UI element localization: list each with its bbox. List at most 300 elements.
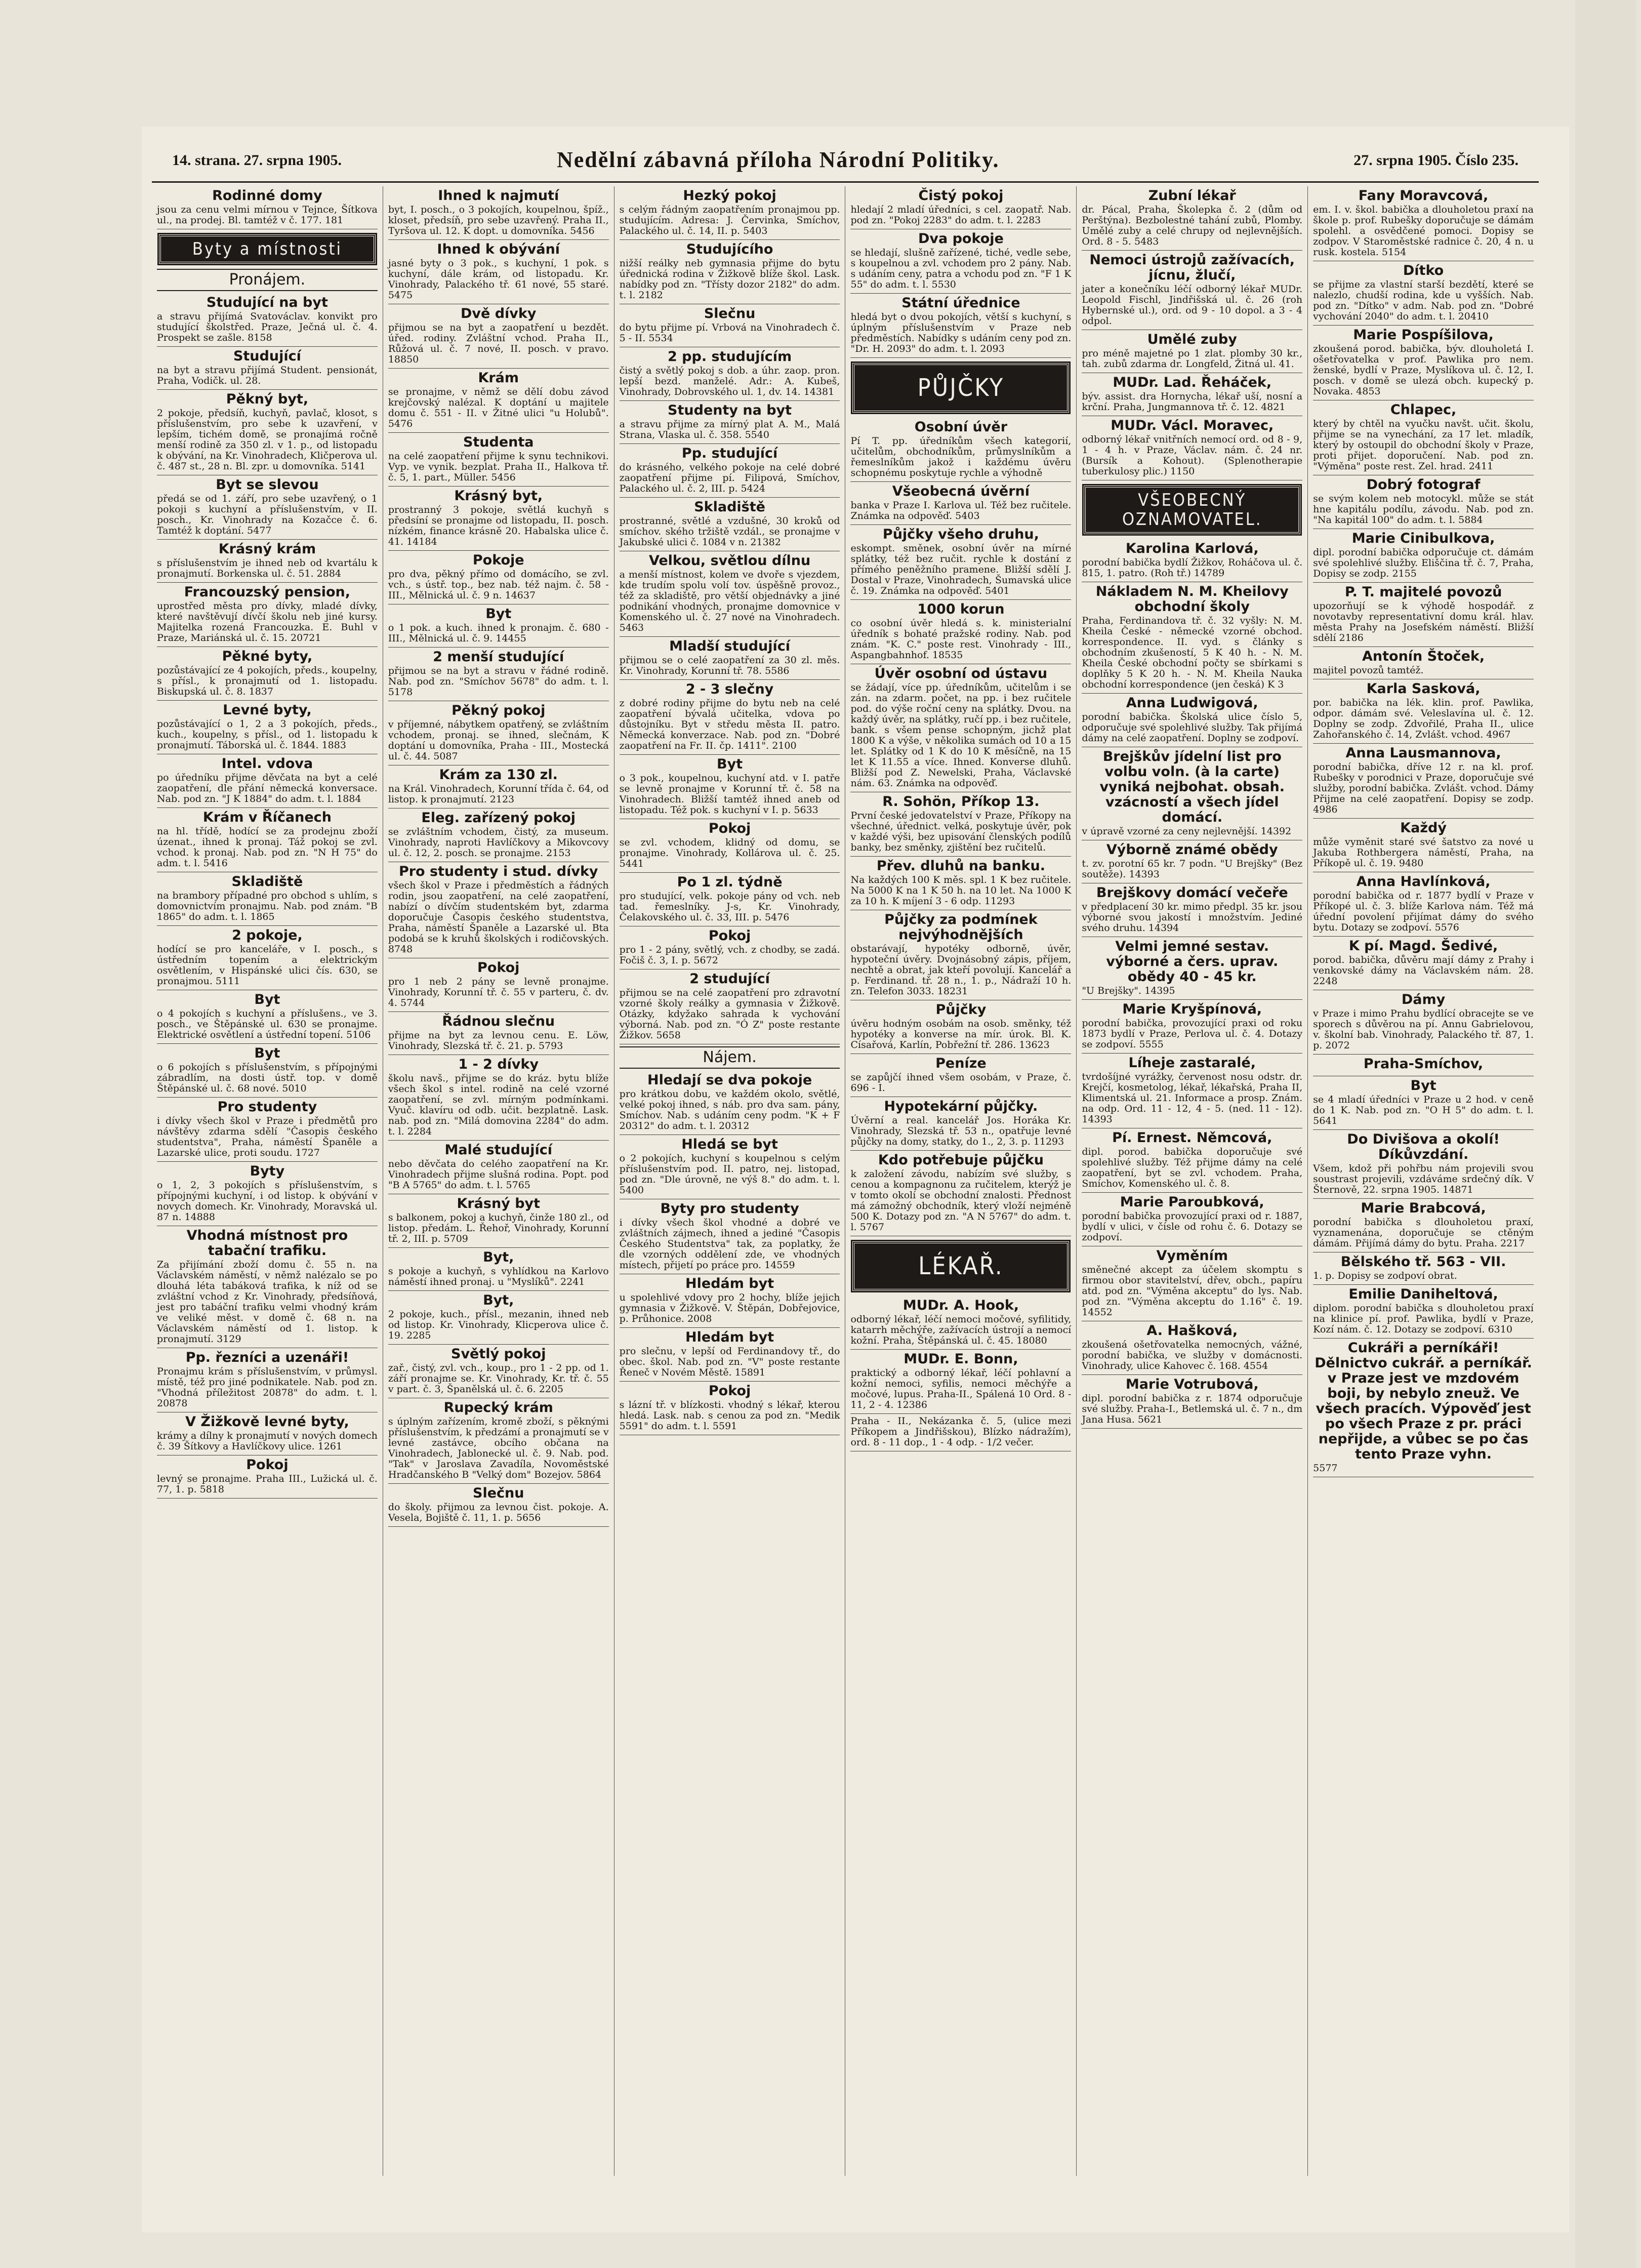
- ad-title: Studenty na byt: [668, 402, 792, 418]
- classified-ad: [157, 1412, 378, 1455]
- classified-ad: [157, 475, 378, 540]
- classified-ad: [1082, 582, 1302, 694]
- ad-title: Marie Cinibulkova,: [1351, 531, 1495, 546]
- ad-title: Vyměním: [1156, 1248, 1228, 1264]
- ad-title: Dámy: [1401, 992, 1446, 1007]
- ad-text: nižší reálky neb gymnasia přijme do bytu úřednická rodina v Žižkově blíže škol. Lask. nabídky pod zn. "Třísty dozor 2182" do adm. t. l. 2182: [619, 258, 840, 301]
- classified-ad: [850, 229, 1071, 294]
- ad-title: R. Sohön, Příkop 13.: [882, 794, 1040, 809]
- ad-text: "U Brejšky". 14395: [1082, 985, 1175, 996]
- classified-ad: [850, 1350, 1071, 1414]
- ad-columns: [152, 186, 1539, 2176]
- ad-title: Pokoj: [246, 1457, 289, 1473]
- ad-title: Pěkný pokoj: [452, 703, 546, 718]
- ad-text: pro 1 - 2 pány, světlý, vch. z chodby, se zadá. Fočiš č. 3, I. p. 5672: [619, 944, 840, 966]
- classified-ad: [1313, 1055, 1534, 1076]
- ad-title: Líheje zastaralé,: [1128, 1055, 1256, 1071]
- ad-title: Výborně známé obědy: [1106, 842, 1278, 858]
- ad-title: Velkou, světlou dílnu: [648, 553, 811, 569]
- ad-text: porodní babička. Školská ulice číslo 5, odporučuje své spolehlivé služby. Tak přijímá dámy na celé zaopatření. Doplny se zodpoví.: [1082, 711, 1303, 744]
- ad-title: Pp. studující: [681, 446, 778, 461]
- ad-text: Praha, Ferdinandova tř. č. 32 vyšly: N. M. Kheila České - německé vzorné obchod. korrespondence. II. vyd. s články s obchodním zkušeností, 5 K 40 h. - N. M. Kheila České obchodní počty se sbírkami s doplňky 5 K 20 h. - N. M. Kheila Nauka obchodní korrespondence (jen česká) K 3: [1082, 615, 1303, 690]
- ad-title: Chlapec,: [1390, 402, 1457, 418]
- classified-ad: [620, 926, 840, 969]
- classified-ad: [1313, 475, 1534, 529]
- classified-ad: [1082, 539, 1302, 582]
- ad-title: Hledá se byt: [681, 1137, 778, 1152]
- ad-title: Čistý pokoj: [918, 188, 1004, 204]
- ad-title: Levné byty,: [223, 702, 312, 718]
- column-2: [383, 186, 614, 2176]
- ad-text: a menší místnost, kolem ve dvoře s vjezdem, kde trudím spolu volí tov. úspěšně provoz., též za skladiště, pro větší objednávky a jiné podnikání vhodných, pronajme domovnice v Komenského ul. č. 27 nové na Vinohradech. 5463: [619, 569, 840, 633]
- classified-ad: [1082, 1128, 1302, 1193]
- ad-text: s balkonem, pokoj a kuchyň, činže 180 zl., od listop. předám. L. Řehoř, Vinohrady, Korunní tř. 2, III. p. 5709: [388, 1212, 609, 1244]
- classified-ad: [620, 1274, 840, 1328]
- ad-text: a stravu přijme za mírný plat A. M., Malá Strana, Vlaska ul. č. 358. 5540: [619, 419, 840, 440]
- ad-text: na Král. Vinohradech, Korunní třída č. 64, od listop. k pronajmutí. 2123: [388, 783, 609, 805]
- ad-title: Rupecký krám: [443, 1400, 553, 1415]
- ad-text: jasné byty o 3 pok., s kuchyní, 1 pok. s kuchyní, dále krám, od listopadu. Kr. Vinohrady, Palackého tř. 61 nové, 55 staré. 5475: [388, 258, 609, 301]
- classified-ad: [157, 808, 378, 872]
- ad-title: 1 - 2 dívky: [458, 1057, 539, 1072]
- ad-text: se zapůjčí ihned všem osobám, v Praze, č. 696 - I.: [850, 1072, 1072, 1094]
- ad-text: Za přijímání zboží domu č. 55 n. na Václavském náměstí, v němž nalézalo se po dlouhá léta tabáková trafika, k níž od se zvláštní vchod z Kr. Vinohrady, předsíňová, jest pro tabáční trafiku velmi vhodný krám ve veliké měst. v domě č. 68 n. na Václavském náměstí od 1. listop. k pronajmutí. 3129: [157, 1259, 378, 1345]
- classified-ad: [620, 347, 840, 401]
- classified-ad: [850, 1054, 1071, 1097]
- ad-title: Všeobecná úvěrní: [892, 483, 1030, 499]
- ad-title: MUDr. E. Bonn,: [904, 1351, 1018, 1367]
- ad-text: porod. babička, důvěru mají dámy z Prahy i venkovské dámy na Václavském nám. 28. 2248: [1313, 954, 1534, 987]
- ad-title: Hledám byt: [685, 1276, 774, 1291]
- classified-ad: [1082, 1000, 1302, 1054]
- classified-ad: [1082, 1193, 1302, 1246]
- ad-title: Krám: [478, 370, 519, 386]
- section-banner: LÉKAŘ.: [852, 1241, 1069, 1291]
- ad-title: Anna Ludwigová,: [1126, 695, 1258, 711]
- classified-ad: [1313, 326, 1534, 400]
- ad-title: Antonín Štoček,: [1362, 649, 1485, 664]
- ad-text: byt, I. posch., o 3 pokojích, koupelnou, špíž., kloset, předsíň, pro sebe uzavřený. Praha II., Tyršova ul. 12. K dopt. u domovníka. 5456: [388, 204, 609, 236]
- classified-ad: [620, 1199, 840, 1274]
- ad-title: P. T. majitelé povozů: [1344, 584, 1502, 600]
- classified-ad: [1313, 744, 1534, 819]
- ad-text: hledají 2 mladí úředníci, s cel. zaopatř. Nab. pod zn. "Pokoj 2283" do adm. t. l. 2283: [850, 204, 1072, 226]
- classified-ad: [850, 792, 1071, 857]
- ad-title: Krásný byt,: [454, 488, 543, 504]
- ad-text: hledá byt o dvou pokojích, větší s kuchyní, s úplným příslušenstvím v Praze neb předměstích. Nabídky s udáním ceny pod zn. "Dr. H. 2093" do adm. t. l. 2093: [850, 311, 1072, 354]
- classified-ad: [157, 1455, 378, 1498]
- ad-title: Francouzský pension,: [184, 584, 351, 600]
- classified-ad: [388, 487, 609, 551]
- ad-title: Dva pokoje: [918, 231, 1004, 247]
- classified-ad: [388, 701, 609, 765]
- classified-ad: [1082, 883, 1302, 937]
- classified-ad: [850, 910, 1071, 1000]
- ad-text: jsou za cenu velmi mírnou v Tejnce, Šítkova ul., na prodej. Bl. tamtéž v č. 177. 181: [157, 204, 378, 226]
- ad-text: o 6 pokojích s příslušenstvím, s přípojnými zábradlím, na dosti ústř. top. v domě Štěpánské ul. č. 68 nové. 5010: [157, 1062, 378, 1094]
- ad-title: Úvěr osobní od ústavu: [874, 666, 1048, 681]
- ad-title: Praha-Smíchov,: [1363, 1056, 1484, 1072]
- ad-text: se 4 mladí úředníci v Praze u 2 hod. v ceně do 1 K. Nab. pod zn. "O H 5" do adm. t. l. 5641: [1313, 1094, 1534, 1126]
- classified-ad: [620, 304, 840, 347]
- publication-title: Nedělní zábavná příloha Národní Politiky.: [557, 147, 1000, 172]
- classified-ad: [388, 304, 609, 369]
- ad-title: Pěkné byty,: [222, 649, 313, 664]
- ad-title: Anna Havlínková,: [1356, 874, 1491, 889]
- ad-text: s pokoje a kuchyň, s vyhlídkou na Karlovo náměstí ihned pronaj. u "Myslíků". 2241: [388, 1266, 609, 1287]
- ad-title: Pokoj: [477, 960, 520, 976]
- ad-title: Rodinné domy: [212, 188, 322, 204]
- ad-text: pro krátkou dobu, ve každém okolo, světlé, velké pokoj ihned, s náb. pro dva sam. pány, Smíchov. Nab. s udáním ceny podm. "K + F 20312" do adm. t. l. 20312: [619, 1088, 840, 1131]
- header-rule: [152, 181, 1539, 183]
- ad-text: o 2 pokojích, kuchyní s koupelnou s celým příslušenstvím pod. II. patro, nej. listopad, pod zn. "Dle úrovně, ne výš 8." do adm. t. l. 5400: [619, 1153, 840, 1196]
- ad-text: Úvěrní a real. kancelář Jos. Horáka Kr. Vinohrady, Slezská tř. 53 n., opatřuje levné půjčky na domy, statky, do 1., 2, 3. p. 11293: [850, 1115, 1072, 1147]
- ad-text: upozorňují se k výhodě hospodář. z novotavby representativní domu král. hlav. města Prahy na Josefském náměstí. Bližší sdělí 2186: [1313, 600, 1534, 643]
- ad-text: porodní babička, dříve 12 r. na kl. prof. Rubešky v porodnici v Praze, doporučuje své služby, porodní babička. Zvlášt. vchod. Dámy Přijme na celé zaopatření. Dopisy se zodp. 4986: [1313, 761, 1534, 815]
- ad-text: pozůstávající o 1, 2 a 3 pokojích, předs., kuch., koupelny, s přísl., od 1. listopadu k pronajmutí. Táborská ul. č. 1844. 1883: [157, 718, 378, 751]
- ad-text: porodní babička provozující praxi od r. 1887, bydlí v ulici, v čísle od rohu č. 6. Dotazy se zodpoví.: [1082, 1210, 1303, 1243]
- classified-ad: [157, 1162, 378, 1226]
- ad-text: se pronajme, v němž se dělí dobu závod krejčovský nalézal. K doptání u majitele domu č. 551 - II. v Žitné ulici "u Holubů". 5476: [388, 386, 609, 429]
- ad-text: nebo děvčata do celého zaopatření na Kr. Vinohradech přijme slušná rodina. Popt. pod "B A 5765" do adm. t. l. 5765: [388, 1158, 609, 1191]
- ad-text: se hledají, slušně zařízené, tiché, vedle sebe, s koupelnou a zvl. vchodem pro 2 pány. Nab. s udáním ceny, patra a vchodu pod zn. "F 1 K 55" do adm. t. l. 5530: [850, 247, 1072, 290]
- classified-ad: [157, 1098, 378, 1162]
- column-6: [1308, 186, 1539, 2176]
- classified-ad: [1082, 1054, 1302, 1128]
- ad-text: prostranný 3 pokoje, světlá kuchyň s předsíní se pronajme od listopadu, II. posch. nízkém, finance krásně 20. Habalska ulice č. 41. 14184: [388, 504, 609, 547]
- classified-ad: [620, 186, 840, 240]
- ad-title: Osobní úvěr: [914, 419, 1008, 435]
- ad-text: dipl. porodní babička odporučuje ct. dámám své spolehlivé služby. Eliščina tř. č. 7, Praha, Dopisy se zodp. 2155: [1313, 547, 1534, 579]
- ad-title: Nemoci ústrojů zažívacích, jícnu, žlučí,: [1089, 252, 1295, 283]
- issue-date: 27. srpna 1905. Číslo 235.: [1353, 152, 1519, 169]
- ad-title: Mladší studující: [669, 638, 791, 654]
- classified-ad: [157, 1348, 378, 1412]
- ad-text: v předplacení 30 kr. mimo předpl. 35 kr. jsou výborné svou jakostí i množstvím. Jediné svého druhu. 14394: [1082, 901, 1303, 934]
- ad-text: 2 pokoje, předsíň, kuchyň, pavlač, klosot, s příslušenstvím, pro sebe k uzavření, v lepším, tichém domě, se pronajímá ročně menší rodině za 350 zl. v 1. p., od listopadu k obývání, na Kr. Vinohradech, Kličperova ul. č. 487 st., 28 n. Bl. zpr. u domovníka. 5141: [157, 408, 378, 472]
- classified-ad: [388, 1141, 609, 1194]
- ad-title: 2 pokoje,: [232, 927, 303, 943]
- classified-ad: [1313, 1076, 1534, 1130]
- ad-text: pro 1 neb 2 pány se levně pronajme. Vinohrady, Korunní tř. č. 55 v parteru, č. dv. 4. 5744: [388, 976, 609, 1008]
- classified-ad: [388, 1345, 609, 1398]
- classified-ad: [388, 1012, 609, 1055]
- classified-ad: [850, 1296, 1071, 1350]
- classified-ad: [1313, 872, 1534, 937]
- ad-title: Pp. řezníci a uzenáři!: [185, 1350, 349, 1365]
- ad-text: levný se pronajme. Praha III., Lužická ul. č. 77, 1. p. 5818: [157, 1473, 378, 1495]
- column-4: [845, 186, 1077, 2176]
- ad-title: Intel. vdova: [221, 756, 313, 772]
- ad-title: Dvě dívky: [461, 306, 537, 321]
- column-1: [152, 186, 383, 2176]
- classified-ad: [157, 1044, 378, 1098]
- ad-text: o 4 pokojích s kuchyní a příslušens., ve 3. posch., ve Štěpánské ul. 630 se pronajme. Elektrické osvětlení a ústřední topení. 5106: [157, 1008, 378, 1040]
- classified-ad: [850, 418, 1071, 482]
- classified-ad: [620, 401, 840, 444]
- ad-text: i dívky všech škol v Praze i předmětů pro návštěvy zdarma sdělí "Časopis českého studentstva", Praha, náměstí Španěle a Lazarské ulice, proti soudu. 1727: [157, 1115, 378, 1158]
- classified-ad: [1082, 416, 1302, 480]
- classified-ad: [620, 1382, 840, 1435]
- ad-title: Půjčky všeho druhu,: [882, 526, 1039, 542]
- ad-text: Praha - II., Nekázanka č. 5, (ulice mezi Příkopem a Jindřišskou), Blízko nádražím), ord. 8 - 11 dop., 1 - 4 odp. - 1/2 večer.: [850, 1415, 1072, 1448]
- classified-ad: [850, 1097, 1071, 1151]
- ad-title: Emilie Daniheltová,: [1348, 1286, 1498, 1302]
- classified-ad: [157, 293, 378, 347]
- ad-text: odborný lékař vnitřních nemocí ord. od 8 - 9, 1 - 4 h. v Praze, Václav. nám. č. 24 nr. (Bursík a Kohout). (Splenotherapie tuberkulosy plic.) 1150: [1082, 434, 1303, 477]
- ad-text: se zvl. vchodem, klidný od domu, se pronajme. Vinohrady, Kollárova ul. č. 25. 5441: [619, 837, 840, 869]
- ad-title: Pokoj: [708, 928, 751, 944]
- classified-ad: [1313, 1130, 1534, 1199]
- classified-ad: [388, 958, 609, 1012]
- classified-ad: [850, 294, 1071, 358]
- ad-text: jater a konečníku léčí odborný lékař MUDr. Leopold Fischl, Jindřišská ul. č. 26 (roh Hybernské ul.), ord. od 9 - 10 dopol. a 3 - 4 odpol.: [1082, 284, 1303, 327]
- classified-ad: [620, 240, 840, 304]
- ad-text: a stravu přijímá Svatováclav. konvikt pro studující školstřed. Praze, Ječná ul. č. 4. Prospekt se zašle. 8158: [157, 311, 378, 343]
- ad-title: Státní úřednice: [901, 295, 1020, 311]
- ad-text: býv. assist. dra Hornycha, lékař uší, nosní a krční. Praha, Jungmannova tř. č. 12. 4821: [1082, 391, 1303, 413]
- classified-ad: [388, 862, 609, 958]
- ad-title: 2 menší studující: [433, 649, 564, 665]
- ad-text: přijmou se na celé zaopatření pro zdravotní vzorné školy reálky a gymnasia v Žižkově. Otázky, kdyžako sahrada k vychování výborná. Nab. pod zn. "Ó Z" poste restante Žižkov. 5658: [619, 987, 840, 1041]
- ad-text: s celým řádným zaopatřením pronajmou pp. studujícím. Adresa: J. Červinka, Smíchov, Palackého ul. č. 14, II. p. 5403: [619, 204, 840, 236]
- ad-title: Pěkný byt,: [226, 391, 309, 407]
- ad-text: o 3 pok., koupelnou, kuchyní atd. v I. patře se levně pronajme v Korunní tř. č. 58 na Vinohradech. Bližší tamtéž ihned aneb od listopadu. Též pok. s kuchyní v I. p. 5633: [619, 773, 840, 816]
- classified-ad: [157, 390, 378, 475]
- classified-ad: [388, 240, 609, 304]
- classified-ad: [1313, 583, 1534, 647]
- classified-ad: [1313, 1339, 1534, 1477]
- ad-title: Řádnou slečnu: [442, 1014, 555, 1029]
- ad-text: směnečné akcept za účelem skomptu s firmou obor stavitelství, dřev, obch., papíru atd. pod zn. "Výměna akceptu" do lys. Nab. pod zn. "Výměna akceptu do 1.16" č. 19. 14552: [1082, 1264, 1303, 1318]
- ad-text: odborný lékař, léčí nemoci močové, syfilitidy, katarrh měchýře, zažívacích ústrojí a nemocí kožní. Praha, Štěpánská ul. č. 45. 18080: [850, 1314, 1072, 1346]
- classified-ad: [850, 600, 1071, 664]
- ad-title: Cukráři a perníkáři! Dělnictvo cukrář. a perníkář. v Praze jest ve mzdovém boji, by nebylo zneuž. Ve všech pracích. Výpověď jest po všech Praze z pr. práci nepřijde, a vůbec se po čas tento Praze vyhn.: [1315, 1340, 1532, 1462]
- ad-title: 1000 korun: [917, 601, 1005, 617]
- newspaper-page: [142, 127, 1569, 2233]
- classified-ad: [388, 604, 609, 647]
- ad-text: dr. Pácal, Praha, Školepka č. 2 (dům od Perštýna). Bezbolestné tahání zubů, Plomby. Umělé zuby a celé chrupy od nejlevnějších. Ord. 8 - 5. 5483: [1082, 204, 1303, 247]
- ad-text: přijmou se na byt a zaopatření u bezdět. úřed. rodiny. Zvláštní vchod. Praha II., Růžová ul. č. 7 nové, II. posch. v pravo. 18850: [388, 322, 609, 365]
- ad-text: u spolehlivé vdovy pro 2 hochy, blíže jejich gymnasia v Žižkově. V. Štěpán, Dobřejovice, p. Průhonice. 2008: [619, 1292, 840, 1324]
- classified-ad: [157, 347, 378, 390]
- classified-ad: [1082, 747, 1302, 840]
- classified-ad: [620, 680, 840, 755]
- classified-ad: [620, 1071, 840, 1135]
- ad-title: Byt: [1410, 1078, 1437, 1094]
- ad-title: Byty: [250, 1163, 285, 1179]
- classified-ad: [1313, 937, 1534, 990]
- classified-ad: [388, 808, 609, 862]
- classified-ad: [850, 1414, 1071, 1451]
- classified-ad: [620, 1328, 840, 1382]
- ad-title: Nákladem N. M. Kheilovy obchodní školy: [1095, 584, 1289, 615]
- ad-text: dipl. porodní babička z r. 1874 odporučuje své služby. Praha-I., Betlemská ul. č. 7 n., dm Jana Husa. 5621: [1082, 1393, 1303, 1425]
- ad-title: Krásný byt: [457, 1196, 541, 1211]
- ad-title: Pokoje: [472, 552, 524, 568]
- ad-text: em. I. v. škol. babička a dlouholetou praxí na škole p. prof. Rubešky doporučuje se dámám spolehl. a osvědčené pomoci. Dopisy se zodpov. V Staroměstské radnice č. 20, 4 n. u rusk. kostela. 5154: [1313, 204, 1534, 258]
- ad-text: Pronajmu krám s příslušenstvím, v průmysl. místě, též pro jiné podnikatele. Nab. pod zn. "Vhodná příležitost 20878" do adm. t. l. 20878: [157, 1366, 378, 1409]
- ad-title: Marie Paroubková,: [1120, 1194, 1264, 1210]
- ad-title: Přev. dluhů na banku.: [876, 858, 1045, 874]
- ad-text: školu navš., přijme se do kráz. bytu blíže všech škol s intel. rodině na celé vzorné zaopatření, se zvl. mírným podmínkami. Vyuč. klavíru od odb. učit. bezplatně. Lask. nab. pod zn. "Milá domovina 2284" do adm. t. l. 2284: [388, 1073, 609, 1137]
- classified-ad: [620, 755, 840, 819]
- page-header: [142, 147, 1569, 177]
- ad-title: Marie Pospíšilova,: [1353, 327, 1494, 343]
- ad-text: banka v Praze I. Karlova ul. Též bez ručitele. Známka na odpověď. 5403: [850, 500, 1072, 521]
- ad-text: 2 pokoje, kuch., přísl., mezanin, ihned neb od listop. Kr. Vinohrady, Klicperova ulice č. 19. 2285: [388, 1309, 609, 1341]
- ad-text: majitel povozů tamtéž.: [1313, 665, 1424, 676]
- classified-ad: [1313, 819, 1534, 872]
- classified-ad: [1082, 937, 1302, 1000]
- classified-ad: [388, 1398, 609, 1484]
- ad-title: 2 studující: [689, 971, 770, 987]
- classified-ad: [388, 433, 609, 487]
- ad-title: Pí. Ernest. Němcová,: [1112, 1130, 1273, 1146]
- ad-title: Pro studenty: [217, 1099, 317, 1115]
- classified-ad: [1313, 529, 1534, 583]
- section-heading: Nájem.: [620, 1046, 840, 1069]
- classified-ad: [1082, 1246, 1302, 1321]
- classified-ad: [1313, 1285, 1534, 1339]
- ad-text: por. babička na lék. klin. prof. Pawlika, odpor. dámám své. Veleslavína ul. č. 12. Doplny se zodp. Zdvořilé, Praha II., ulice Zahořanského č. 14, Zvlášt. vchod. 4967: [1313, 697, 1534, 740]
- ad-title: Po 1 zl. týdně: [677, 874, 783, 890]
- ad-title: Karla Sasková,: [1366, 681, 1481, 697]
- classified-ad: [620, 873, 840, 926]
- ad-title: Světlý pokoj: [451, 1346, 546, 1362]
- ad-text: do krásného, velkého pokoje na celé dobré zaopatření přijme pí. Filipová, Smíchov, Palackého ul. č. 2, III. p. 5424: [619, 462, 840, 494]
- ad-title: Dítko: [1403, 263, 1444, 278]
- ad-text: na byt a stravu přijímá Student. pensionát, Praha, Vodičk. ul. 28.: [157, 364, 378, 386]
- ad-title: Byty pro studenty: [660, 1201, 799, 1217]
- ad-title: A. Hašková,: [1146, 1323, 1238, 1339]
- ad-text: První české jedovatelství v Praze, Příkopy na všechné, úřednict. velká, poskytuje úvěr, pok v každé výši, bez upisování členských podílů banky, bez směnky, zjištění bez ručitelů.: [850, 810, 1072, 853]
- page-edge: [1575, 0, 1636, 2268]
- ad-text: na celé zaopatření přijme k synu technikovi. Vyp. ve vynik. bezplat. Praha II., Halkova tř. č. 5, 1. part., Müller. 5456: [388, 451, 609, 483]
- ad-text: se přijme za vlastní starší bezdětí, které se nalezlo, chudší rodina, kde u vyšších. Nab. pod zn. "Dítko" v adm. Nab. pod zn. "Dobré vychování 2040" do adm. t. l. 20410: [1313, 279, 1534, 322]
- ad-title: Brejškovy domácí večeře: [1096, 885, 1288, 901]
- ad-title: V Žižkově levné byty,: [185, 1414, 349, 1430]
- classified-ad: [157, 1226, 378, 1348]
- classified-ad: [850, 186, 1071, 229]
- ad-title: Anna Lausmannova,: [1345, 745, 1501, 761]
- ad-title: Studujícího: [686, 241, 773, 257]
- classified-ad: [388, 1248, 609, 1291]
- ad-title: Byt: [485, 606, 512, 622]
- ad-text: k založení závodu, nabízím své služby, s cenou a kompagnonu za ručitelem, kterýž je v tomto okolí se obchodní znalosti. Přednost má zámožný obchodník, který vloží nejméně 500 K. Dotazy pod zn. "A N 5767" do adm. t. l. 5767: [850, 1168, 1072, 1233]
- classified-ad: [1082, 1321, 1302, 1375]
- classified-ad: [620, 551, 840, 637]
- classified-ad: [620, 637, 840, 680]
- ad-title: Marie Brabcová,: [1361, 1200, 1486, 1216]
- ad-text: Pí T. pp. úředníkům všech kategorií, učitelům, obchodníkům, průmyslníkům a řemeslníkům jakož i každému úvěru schopnému poskytuje rychle a výhodně: [850, 435, 1072, 478]
- ad-text: porodní babička od r. 1877 bydlí v Praze v Příkopé ul. č. 3. blíže Karlova nám. Též má úřední povolení přijímat dámy do svého bytu. Dotazy se zodpoví. 5576: [1313, 890, 1534, 933]
- ad-text: zkoušená ošetřovatelka nemocných, vážné, porodní babička, ve služby v domácnosti. Vinohrady, ulice Kahovec č. 168. 4554: [1082, 1339, 1303, 1371]
- ad-text: pro studující, velk. pokoje pány od vch. neb tad. řemeslníky. J-s, Kr. Vinohrady, Čelakovského ul. č. 33, III. p. 5476: [619, 890, 840, 923]
- classified-ad: [157, 647, 378, 701]
- classified-ad: [850, 525, 1071, 600]
- ad-title: Byt,: [483, 1292, 514, 1308]
- ad-text: s úplným zařízením, kromě zboží, s pěknými příslušenstvím, k předzámí a pronajmutí se v levné zastávce, obcího občana na Vinohradech, Jablonecké ul. č. 9. Nab. pod. "Tak" v Jaroslava Zavadíla, Novoměstské Hradčanského B "Velký dom" Bozejov. 5864: [388, 1416, 609, 1480]
- ad-text: dipl. porod. babička doporučuje své spolehlivé služby. Též přijme dámy na celé zaopatření, byt se zvl. vchodem. Praha, Smíchov, Komenského ul. č. 8.: [1082, 1146, 1303, 1189]
- classified-ad: [388, 765, 609, 808]
- ad-title: Marie Kryšpínová,: [1122, 1001, 1262, 1017]
- classified-ad: [157, 872, 378, 926]
- ad-title: Bělského tř. 563 - VII.: [1340, 1254, 1506, 1270]
- ad-text: Na každých 100 K měs. spl. 1 K bez ručitele. Na 5000 K na 1 K 50 h. na 10 let. Na 1000 K za 10 h. K míjení 3 - 6 odp. 11293: [850, 874, 1072, 907]
- classified-ad: [620, 969, 840, 1044]
- ad-text: po úředníku přijme děvčata na byt a celé zaopatření, dle přání německá konversace. Nab. pod zn. "J K 1884" do adm. t. l. 1884: [157, 772, 378, 804]
- ad-title: MUDr. Lad. Řeháček,: [1113, 375, 1272, 390]
- ad-text: zkoušená porod. babička, býv. dlouholetá I. ošetřovatelka v prof. Pawlika pro nem. ženské, bydlí v Praze, Myslíkova ul. č. 12, I. posch. v domě se ulezá obch. kupecký p. Novaka. 4853: [1313, 343, 1534, 397]
- classified-ad: [388, 1484, 609, 1527]
- classified-ad: [157, 701, 378, 754]
- classified-ad: [388, 1291, 609, 1345]
- ad-title: Kdo potřebuje půjčku: [878, 1152, 1044, 1168]
- ad-text: diplom. porodní babička s dlouholetou praxí na klinice pí. prof. Pawlika, bydlí v Praze, Kozí nám. č. 12. Dotazy se zodpoví. 6310: [1313, 1303, 1534, 1335]
- ad-text: který by chtěl na vyučku navšt. učit. školu, přijme se na vynechání, za 17 let. mladík, který by ostoupil do obchodní školy v Praze, proti přijet. doporučení. Nab. pod zn. "Výměna" poste rest. Zel. hrad. 2411: [1313, 418, 1534, 472]
- ad-title: Pro studenty i stud. dívky: [398, 864, 598, 879]
- ad-title: Byt: [254, 1045, 280, 1061]
- ad-title: Slečnu: [473, 1485, 524, 1501]
- classified-ad: [388, 1055, 609, 1141]
- classified-ad: [1313, 1199, 1534, 1252]
- ad-title: Zubní lékař: [1148, 188, 1236, 204]
- ad-title: Byt: [717, 756, 743, 772]
- classified-ad: [157, 926, 378, 990]
- ad-text: porodní babička, provozující praxi od roku 1873 bydlí v Praze, Perlova ul. č. 4. Dotazy se zodpoví. 5555: [1082, 1018, 1303, 1050]
- ad-text: 1. p. Dopisy se zodpoví obrat.: [1313, 1270, 1457, 1281]
- ad-title: Pokoj: [708, 821, 751, 836]
- classified-ad: [850, 1151, 1071, 1236]
- classified-ad: [1082, 1375, 1302, 1429]
- classified-ad: [850, 857, 1071, 910]
- ad-text: předá se od 1. září, pro sebe uzavřený, o 1 pokoji s kuchyní a příslušenstvím, v II. posch., Kr. Vinohrady na Kozačce č. 6. Tamtéž k doptání. 5477: [157, 493, 378, 536]
- ad-text: o 1 pok. a kuch. ihned k pronajm. č. 680 - III., Mělnická ul. č. 9. 14455: [388, 622, 609, 644]
- ad-title: Krám za 130 zl.: [439, 767, 558, 783]
- ad-title: Umělé zuby: [1147, 332, 1237, 347]
- ad-title: Fany Moravcová,: [1358, 188, 1489, 204]
- ad-text: obstarávají, hypotéky odborně, úvěr, hypoteční úvěry. Dvojnásobný zápis, příjem, nechtě a obrat, jak kteří povolují. Kancelář a p. Ferdinand. tř. 28 n., 1. p., Nádraží 10 h. zn. Telefon 3033. 18231: [850, 943, 1072, 997]
- ad-title: Krám v Říčanech: [202, 809, 332, 825]
- ad-text: praktický a odborný lékař, léčí pohlavní a kožní nemoci, syfilis, nemoci měchýře a močové, lupus. Praha-II., Spálená 10 Ord. 8 - 11, 2 - 4. 12386: [850, 1367, 1072, 1410]
- ad-title: Studenta: [463, 434, 534, 450]
- ad-text: přijmou se na byt a stravu v řádné rodině. Nab. pod zn. "Smíchov 5678" do adm. t. l. 5178: [388, 665, 609, 698]
- ad-title: Půjčky za podmínek nejvýhodnějších: [884, 912, 1038, 943]
- ad-title: Slečnu: [704, 306, 756, 321]
- ad-text: se žádají, více pp. úředníkům, učitelům i se zán. na zdarm. počet, na pp. i bez ručitele pod. do výše roční ceny na splátky. Dvou. na každý úvěr, na splátky, ručí pp. i bez ručitele, bank. s všem pense schopným, jichž plat 1800 K a výše, v několika sumách od 10 a 15 let. Splátky od 1 K do 10 K měsíčně, na 15 let K 11.55 a více. Ihned. Konverse dluhů. Bližší pod Z. Newelski, Praha, Václavské nám. 63. Známka na odpověď.: [850, 682, 1072, 789]
- classified-ad: [388, 647, 609, 701]
- ad-title: Každý: [1400, 820, 1447, 836]
- ad-text: s lázní tř. v blízkosti. vhodný s lékař, kterou hledá. Lask. nab. s cenou za pod zn. "Medik 5591" do adm. t. l. 5591: [619, 1399, 840, 1432]
- classified-ad: [1313, 1252, 1534, 1285]
- classified-ad: [850, 664, 1071, 792]
- ad-text: krámy a dílny k pronajmutí v nových domech č. 39 Šítkovy a Havlíčkovy ulice. 1261: [157, 1430, 378, 1452]
- ad-text: hodící se pro kanceláře, v I. posch., s ústředním topením a elektrickým osvětlením, v Hispánské ulici čís. 630, se pronajmou. 5111: [157, 944, 378, 987]
- ad-text: může vyměnit staré své šatstvo za nové u Jakuba Rothbergera náměstí, Praha, na Příkopě ul. č. 19. 9480: [1313, 836, 1534, 869]
- ad-text: do bytu přijme pí. Vrbová na Vinohradech č. 5 - II. 5534: [619, 322, 840, 344]
- ad-title: Eleg. zařízený pokoj: [421, 810, 576, 826]
- ad-text: v příjemné, nábytkem opatřený, se zvláštním vchodem, pronaj. se ihned, slečnám, K doptání u domovníka, Praha - III., Mostecká ul. č. 44. 5087: [388, 719, 609, 762]
- section-banner: PŮJČKY: [852, 363, 1069, 413]
- classified-ad: [157, 754, 378, 808]
- section-banner: Byty a místnosti: [159, 234, 376, 264]
- ad-title: Pokoj: [708, 1383, 751, 1399]
- ad-text: pozůstávající ze 4 pokojích, předs., koupelny, s přísl., k pronajmutí od 1. listopadu. Biskupská ul. č. 8. 1837: [157, 665, 378, 697]
- ad-text: prostranné, světlé a vzdušné, 30 kroků od smíchov. ského tržiště vzdál., se pronajme v Jakubské ulici č. 1084 v n. 21382: [619, 515, 840, 548]
- ad-title: 2 pp. studujícím: [667, 349, 792, 364]
- classified-ad: [157, 990, 378, 1044]
